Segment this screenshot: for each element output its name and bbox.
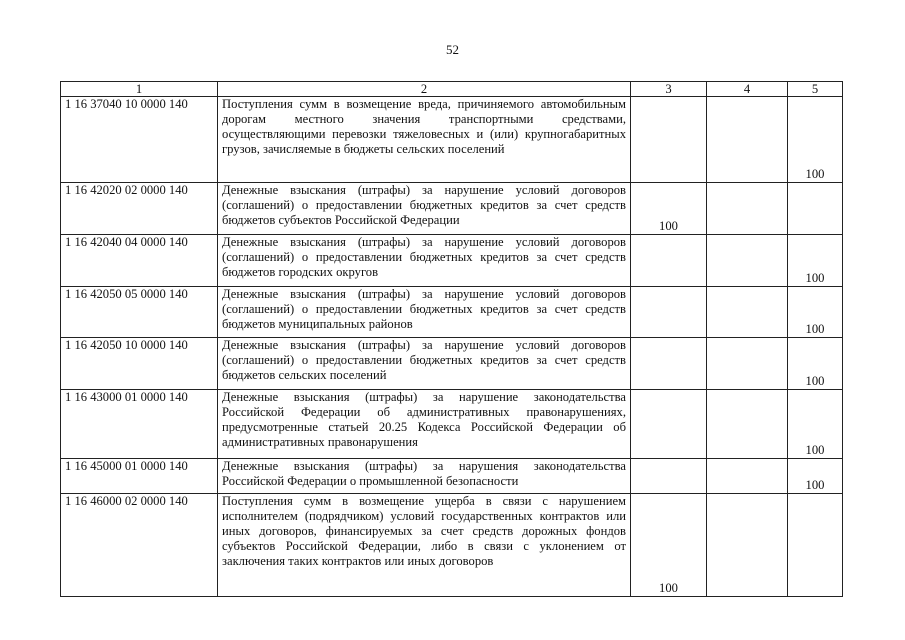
revenue-description: Денежные взыскания (штрафы) за нарушение условий договоров (соглашений) о предоставлении бюджетных кредитов за счет средств бюджетов сельских поселений	[218, 338, 631, 390]
column-5-value	[788, 183, 843, 235]
revenue-description: Денежные взыскания (штрафы) за нарушение законодательства Российской Федерации об административных правонарушениях, предусмотренные статьей 20.25 Кодекса Российской Федерации об административных правонарушения	[218, 390, 631, 459]
column-5-value: 100	[788, 338, 843, 390]
table-row	[61, 338, 843, 390]
column-header-3: 3	[631, 82, 707, 97]
column-5-value	[788, 494, 843, 597]
column-3-value	[631, 338, 707, 390]
column-4-value	[707, 338, 788, 390]
revenue-description: Денежные взыскания (штрафы) за нарушения законодательства Российской Федерации о промышленной безопасности	[218, 459, 631, 494]
column-header-5: 5	[788, 82, 843, 97]
column-5-value: 100	[788, 97, 843, 183]
revenue-code: 1 16 42020 02 0000 140	[61, 183, 218, 235]
column-5-value: 100	[788, 235, 843, 287]
table-row	[61, 459, 843, 494]
column-5-value: 100	[788, 459, 843, 494]
table-header-row	[61, 82, 843, 97]
column-header-1: 1	[61, 82, 218, 97]
table-row	[61, 287, 843, 338]
column-4-value	[707, 459, 788, 494]
table-row	[61, 183, 843, 235]
column-5-value: 100	[788, 390, 843, 459]
revenue-code: 1 16 42050 05 0000 140	[61, 287, 218, 338]
revenue-code: 1 16 45000 01 0000 140	[61, 459, 218, 494]
column-4-value	[707, 287, 788, 338]
column-3-value	[631, 459, 707, 494]
revenue-description: Денежные взыскания (штрафы) за нарушение условий договоров (соглашений) о предоставлении бюджетных кредитов за счет средств бюджетов субъектов Российской Федерации	[218, 183, 631, 235]
column-3-value: 100	[631, 183, 707, 235]
column-header-4: 4	[707, 82, 788, 97]
revenue-description: Денежные взыскания (штрафы) за нарушение условий договоров (соглашений) о предоставлении бюджетных кредитов за счет средств бюджетов городских округов	[218, 235, 631, 287]
revenue-description: Поступления сумм в возмещение вреда, причиняемого автомобильным дорогам местного значения транспортными средствами, осуществляющими перевозки тяжеловесных и (или) крупногабаритных грузов, зачисляемые в бюджеты сельских поселений	[218, 97, 631, 183]
column-4-value	[707, 235, 788, 287]
revenue-code: 1 16 43000 01 0000 140	[61, 390, 218, 459]
page-number: 52	[446, 42, 459, 57]
revenue-code: 1 16 42050 10 0000 140	[61, 338, 218, 390]
revenue-code: 1 16 42040 04 0000 140	[61, 235, 218, 287]
column-3-value	[631, 235, 707, 287]
revenue-code: 1 16 46000 02 0000 140	[61, 494, 218, 597]
column-3-value	[631, 287, 707, 338]
column-4-value	[707, 183, 788, 235]
column-3-value	[631, 97, 707, 183]
revenue-description: Денежные взыскания (штрафы) за нарушение условий договоров (соглашений) о предоставлении бюджетных кредитов за счет средств бюджетов муниципальных районов	[218, 287, 631, 338]
column-4-value	[707, 97, 788, 183]
column-5-value: 100	[788, 287, 843, 338]
column-header-2: 2	[218, 82, 631, 97]
table-row	[61, 235, 843, 287]
revenue-code: 1 16 37040 10 0000 140	[61, 97, 218, 183]
table-row	[61, 97, 843, 183]
column-4-value	[707, 494, 788, 597]
table-row	[61, 494, 843, 597]
revenue-description: Поступления сумм в возмещение ущерба в связи с нарушением исполнителем (подрядчиком) условий государственных контрактов или иных договоров, финансируемых за счет средств дорожных фондов субъектов Российской Федерации, либо в связи с уклонением от заключения таких контрактов или иных договоров	[218, 494, 631, 597]
column-3-value: 100	[631, 494, 707, 597]
column-4-value	[707, 390, 788, 459]
column-3-value	[631, 390, 707, 459]
revenue-codes-table	[60, 81, 843, 597]
table-row	[61, 390, 843, 459]
